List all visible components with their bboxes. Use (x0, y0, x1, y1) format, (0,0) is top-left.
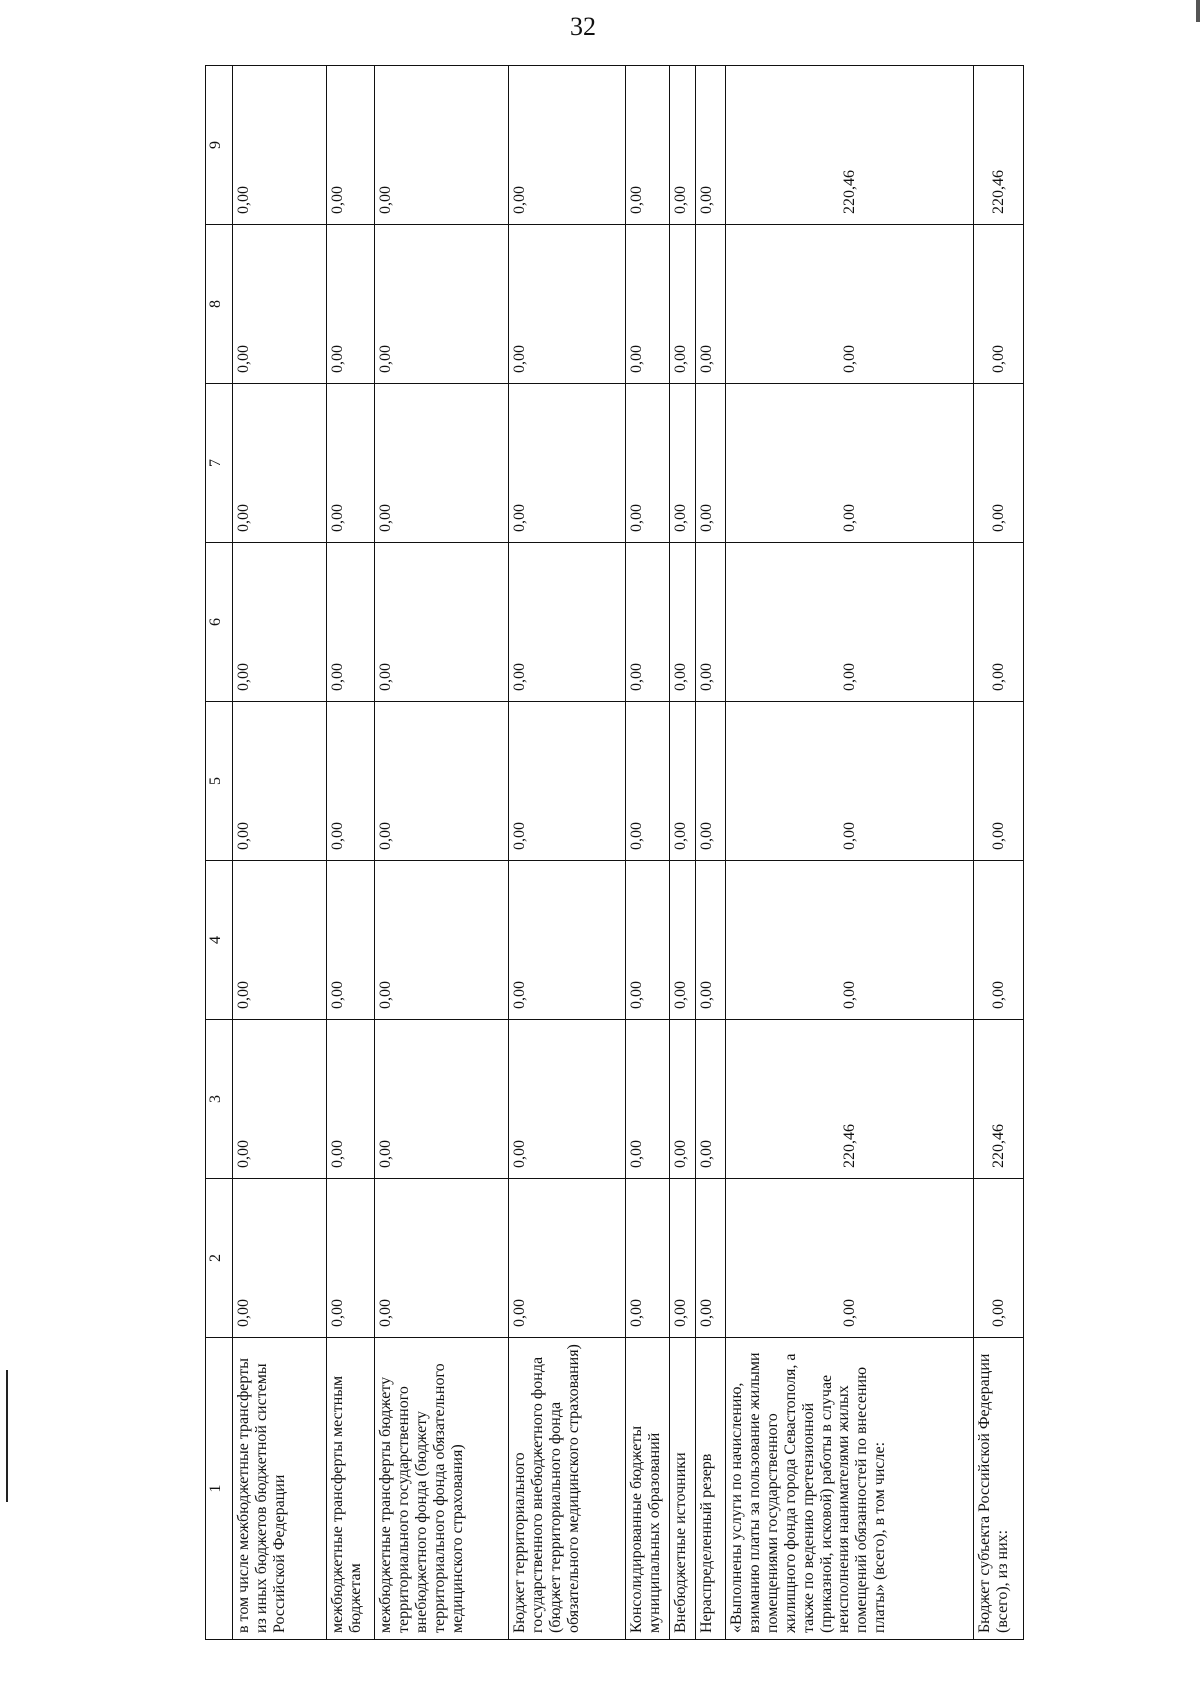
cell-value: 0,00 (509, 861, 626, 1020)
row-label: Внебюджетные источники (670, 1338, 696, 1640)
cell-value: 0,00 (327, 1179, 375, 1338)
table-header-row (206, 66, 233, 1640)
cell-value: 0,00 (327, 861, 375, 1020)
row-label: Нераспределенный резерв (696, 1338, 726, 1640)
cell-value: 0,00 (327, 384, 375, 543)
row-label: межбюджетные трансферты бюджету территориального государственного внебюджетного фонда (бюджету территориального фонда обязательного медицинского страхования) (375, 1338, 509, 1640)
cell-value: 0,00 (974, 702, 1024, 861)
cell-value: 0,00 (670, 384, 696, 543)
cell-value: 0,00 (974, 225, 1024, 384)
table-row (375, 66, 509, 1640)
cell-value: 0,00 (375, 702, 509, 861)
cell-value: 0,00 (726, 702, 974, 861)
cell-value: 0,00 (327, 702, 375, 861)
cell-value: 0,00 (375, 1020, 509, 1179)
cell-value: 0,00 (375, 225, 509, 384)
row-label: Бюджет территориального государственного внебюджетного фонда (бюджет территориального фонда обязательного медицинского страхования) (509, 1338, 626, 1640)
cell-value: 0,00 (233, 1179, 327, 1338)
cell-value: 0,00 (509, 225, 626, 384)
cell-value: 0,00 (626, 702, 670, 861)
cell-value: 0,00 (509, 543, 626, 702)
cell-value: 0,00 (696, 225, 726, 384)
cell-value: 220,46 (726, 1020, 974, 1179)
cell-value: 0,00 (726, 225, 974, 384)
table-row (670, 66, 696, 1640)
rotated-table-container (205, 65, 1027, 1640)
cell-value: 0,00 (670, 861, 696, 1020)
cell-value: 0,00 (327, 1020, 375, 1179)
cell-value: 0,00 (233, 702, 327, 861)
cell-value: 0,00 (726, 1179, 974, 1338)
cell-value: 0,00 (375, 384, 509, 543)
cell-value: 0,00 (233, 861, 327, 1020)
table-row (626, 66, 670, 1640)
cell-value: 0,00 (670, 543, 696, 702)
cell-value: 0,00 (974, 543, 1024, 702)
column-header: 8 (206, 225, 233, 384)
cell-value: 0,00 (626, 225, 670, 384)
row-label: Консолидированные бюджеты муниципальных образований (626, 1338, 670, 1640)
column-header: 7 (206, 384, 233, 543)
cell-value: 0,00 (726, 384, 974, 543)
cell-value: 0,00 (375, 861, 509, 1020)
column-header: 1 (206, 1338, 233, 1640)
cell-value: 0,00 (509, 1020, 626, 1179)
cell-value: 0,00 (327, 225, 375, 384)
cell-value: 0,00 (509, 66, 626, 225)
cell-value: 220,46 (974, 1020, 1024, 1179)
cell-value: 0,00 (670, 66, 696, 225)
cell-value: 0,00 (509, 702, 626, 861)
column-header: 2 (206, 1179, 233, 1338)
cell-value: 0,00 (974, 861, 1024, 1020)
cell-value: 0,00 (696, 543, 726, 702)
cell-value: 0,00 (626, 1179, 670, 1338)
scan-artifact-dot (1196, 0, 1200, 22)
cell-value: 0,00 (696, 384, 726, 543)
cell-value: 0,00 (696, 1179, 726, 1338)
cell-value: 0,00 (233, 66, 327, 225)
table-row (327, 66, 375, 1640)
cell-value: 0,00 (696, 702, 726, 861)
cell-value: 0,00 (626, 543, 670, 702)
cell-value: 0,00 (726, 861, 974, 1020)
cell-value: 0,00 (626, 66, 670, 225)
cell-value: 0,00 (375, 66, 509, 225)
scan-binding-line (6, 1370, 8, 1502)
cell-value: 0,00 (327, 66, 375, 225)
column-header: 3 (206, 1020, 233, 1179)
cell-value: 0,00 (626, 384, 670, 543)
cell-value: 0,00 (670, 1179, 696, 1338)
cell-value: 0,00 (670, 1020, 696, 1179)
cell-value: 0,00 (626, 1020, 670, 1179)
cell-value: 0,00 (233, 1020, 327, 1179)
page-number: 32 (570, 12, 596, 41)
table-row (696, 66, 726, 1640)
cell-value: 0,00 (696, 1020, 726, 1179)
column-header: 5 (206, 702, 233, 861)
cell-value: 0,00 (509, 384, 626, 543)
table-row (509, 66, 626, 1640)
row-label: межбюджетные трансферты местным бюджетам (327, 1338, 375, 1640)
table-row (726, 66, 974, 1640)
row-label: «Выполнены услуги по начислению, взиманию платы за пользование жилыми помещениями государственного жилищного фонда города Севастополя, а также по ведению претензионной (приказной, исковой) работы в случае неисполнения нанимателями жилых помещений обязанностей по внесению платы» (всего), в том числе: (726, 1338, 974, 1640)
cell-value: 0,00 (726, 543, 974, 702)
cell-value: 0,00 (509, 1179, 626, 1338)
cell-value: 0,00 (696, 861, 726, 1020)
cell-value: 0,00 (974, 1179, 1024, 1338)
budget-table (205, 65, 1024, 1640)
row-label: Бюджет субъекта Российской Федерации (всего), из них: (974, 1338, 1024, 1640)
cell-value: 0,00 (626, 861, 670, 1020)
row-label: в том числе межбюджетные трансферты из иных бюджетов бюджетной системы Российской Федерации (233, 1338, 327, 1640)
column-header: 4 (206, 861, 233, 1020)
cell-value: 0,00 (375, 1179, 509, 1338)
cell-value: 0,00 (670, 225, 696, 384)
cell-value: 0,00 (696, 66, 726, 225)
table-row (233, 66, 327, 1640)
cell-value: 0,00 (375, 543, 509, 702)
cell-value: 0,00 (670, 702, 696, 861)
cell-value: 0,00 (233, 225, 327, 384)
table-row (974, 66, 1024, 1640)
cell-value: 0,00 (974, 384, 1024, 543)
cell-value: 0,00 (327, 543, 375, 702)
cell-value: 0,00 (233, 384, 327, 543)
cell-value: 220,46 (974, 66, 1024, 225)
cell-value: 220,46 (726, 66, 974, 225)
cell-value: 0,00 (233, 543, 327, 702)
column-header: 6 (206, 543, 233, 702)
column-header: 9 (206, 66, 233, 225)
